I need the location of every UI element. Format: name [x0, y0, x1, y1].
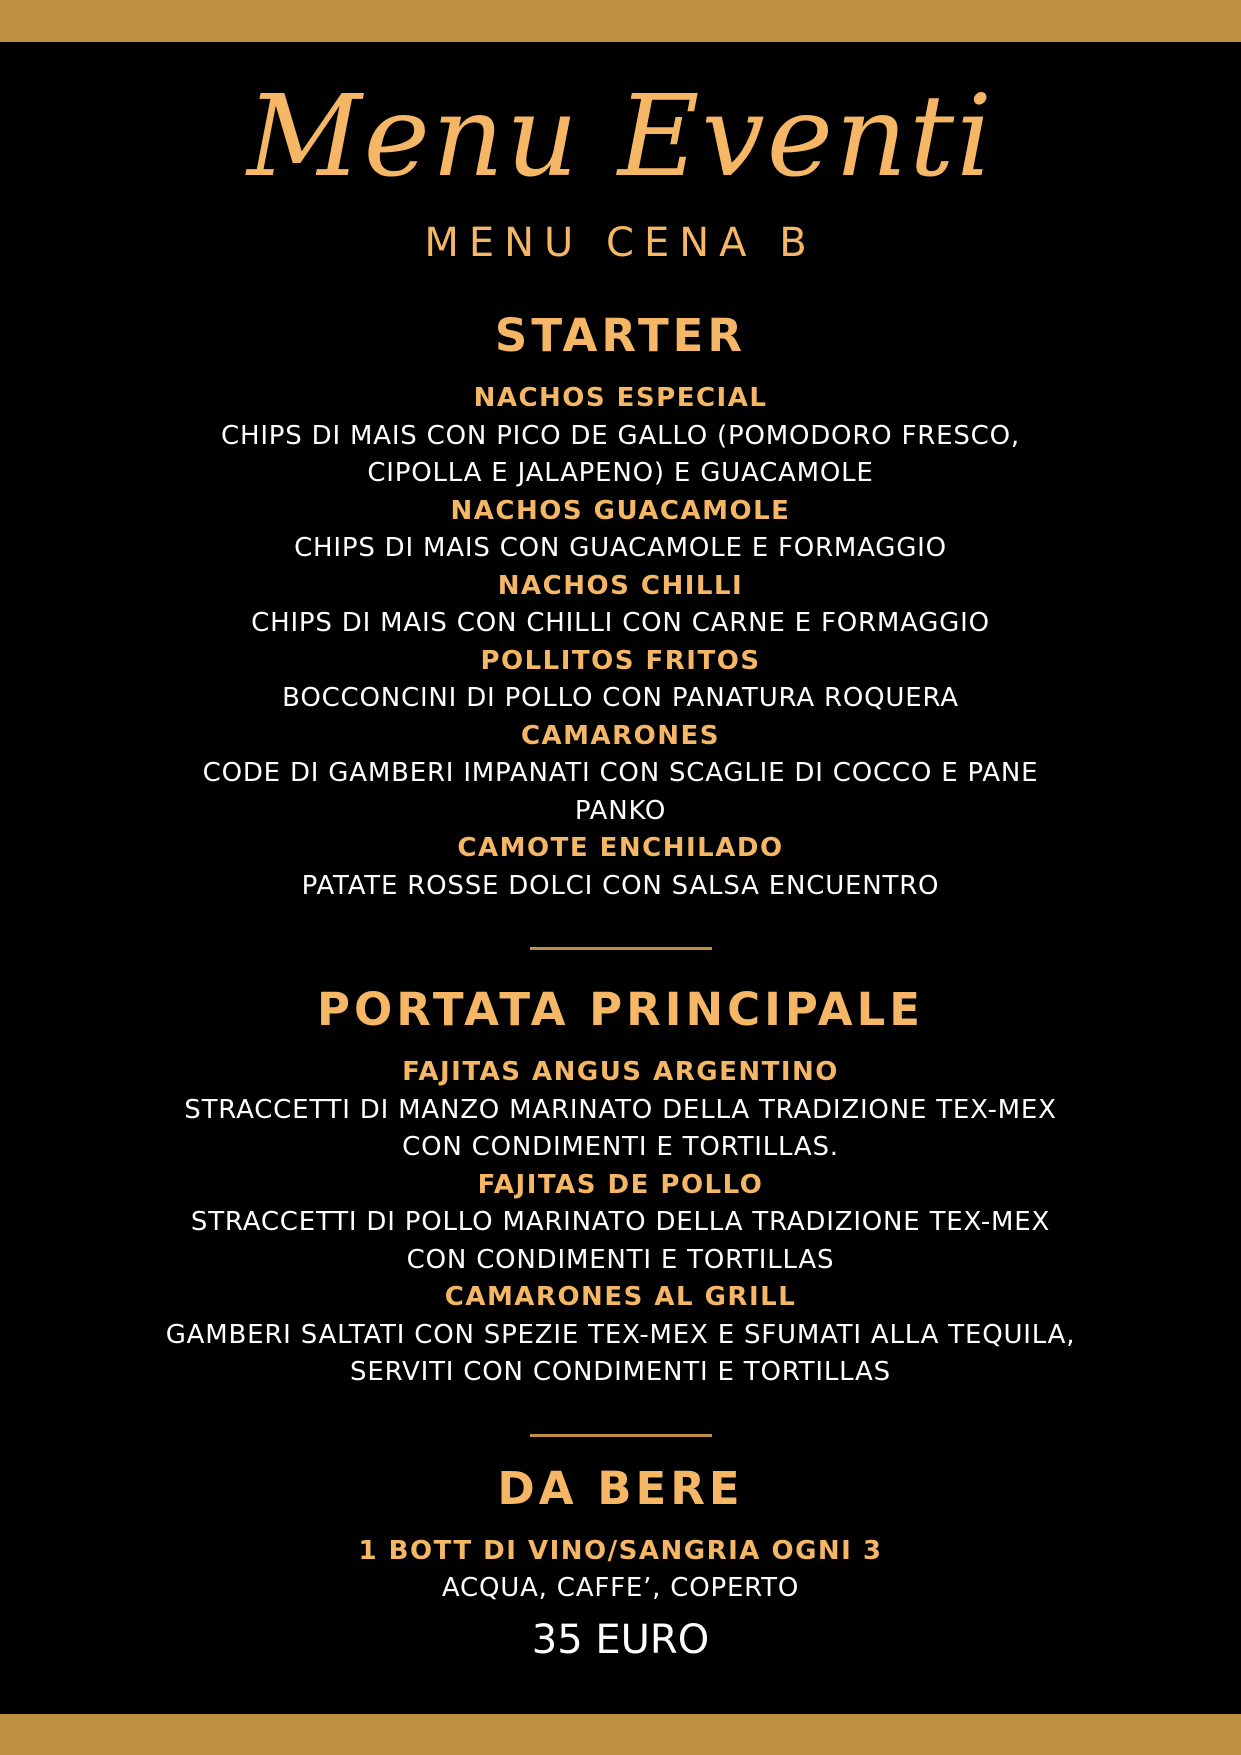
item-name: FAJITAS ANGUS ARGENTINO — [402, 1057, 839, 1087]
item-description: STRACCETTI DI POLLO MARINATO DELLA TRADIZIONE TEX-MEX CON CONDIMENTI E TORTILLAS — [190, 1207, 1051, 1275]
list-item — [0, 493, 1241, 568]
item-description: STRACCETTI DI MANZO MARINATO DELLA TRADIZIONE TEX-MEX CON CONDIMENTI E TORTILLAS. — [184, 1094, 1057, 1162]
item-description: CODE DI GAMBERI IMPANATI CON SCAGLIE DI COCCO E PANE PANKO — [202, 758, 1039, 826]
list-item — [0, 1533, 1241, 1608]
item-description: CHIPS DI MAIS CON CHILLI CON CARNE E FORMAGGIO — [251, 608, 990, 638]
item-description: ACQUA, CAFFE’, COPERTO — [441, 1573, 800, 1603]
price: 35 EURO — [531, 1616, 710, 1663]
item-description: GAMBERI SALTATI CON SPEZIE TEX-MEX E SFUMATI ALLA TEQUILA, SERVITI CON CONDIMENTI E TORTILLAS — [165, 1319, 1076, 1387]
item-name: FAJITAS DE POLLO — [477, 1169, 764, 1200]
item-name: 1 BOTT DI VINO/SANGRIA OGNI 3 — [358, 1535, 883, 1566]
item-description: BOCCONCINI DI POLLO CON PANATURA ROQUERA — [282, 683, 959, 713]
menu-title: Menu Eventi — [246, 72, 995, 202]
list-item — [0, 830, 1241, 905]
list-item — [0, 1279, 1241, 1392]
section-divider — [530, 947, 712, 950]
list-item — [0, 643, 1241, 718]
list-item — [0, 1167, 1241, 1280]
item-description: CHIPS DI MAIS CON GUACAMOLE E FORMAGGIO — [294, 533, 947, 563]
item-description: PATATE ROSSE DOLCI CON SALSA ENCUENTRO — [301, 870, 940, 901]
list-item — [0, 568, 1241, 643]
starter-list — [0, 380, 1241, 905]
item-name: POLLITOS FRITOS — [480, 645, 761, 676]
list-item — [0, 380, 1241, 493]
item-name: CAMOTE ENCHILADO — [457, 833, 784, 863]
list-item — [0, 718, 1241, 831]
item-name: CAMARONES AL GRILL — [444, 1282, 797, 1312]
main-course-heading: PORTATA PRINCIPALE — [317, 983, 924, 1036]
item-name: NACHOS CHILLI — [497, 570, 744, 601]
drinks-heading: DA BERE — [497, 1461, 744, 1515]
main-course-list — [0, 1054, 1241, 1392]
menu-content — [0, 62, 1241, 1668]
drinks-list — [0, 1533, 1241, 1608]
starter-heading: STARTER — [494, 309, 747, 362]
bottom-gold-band — [0, 1714, 1241, 1755]
item-name: NACHOS GUACAMOLE — [450, 495, 791, 526]
item-name: NACHOS ESPECIAL — [473, 383, 768, 413]
section-divider — [530, 1434, 712, 1437]
item-description: CHIPS DI MAIS CON PICO DE GALLO (POMODORO FRESCO, CIPOLLA E JALAPENO) E GUACAMOLE — [221, 420, 1020, 488]
item-name: CAMARONES — [520, 720, 721, 751]
menu-subtitle: MENU CENA B — [424, 220, 817, 266]
top-gold-band — [0, 0, 1241, 42]
list-item — [0, 1054, 1241, 1167]
